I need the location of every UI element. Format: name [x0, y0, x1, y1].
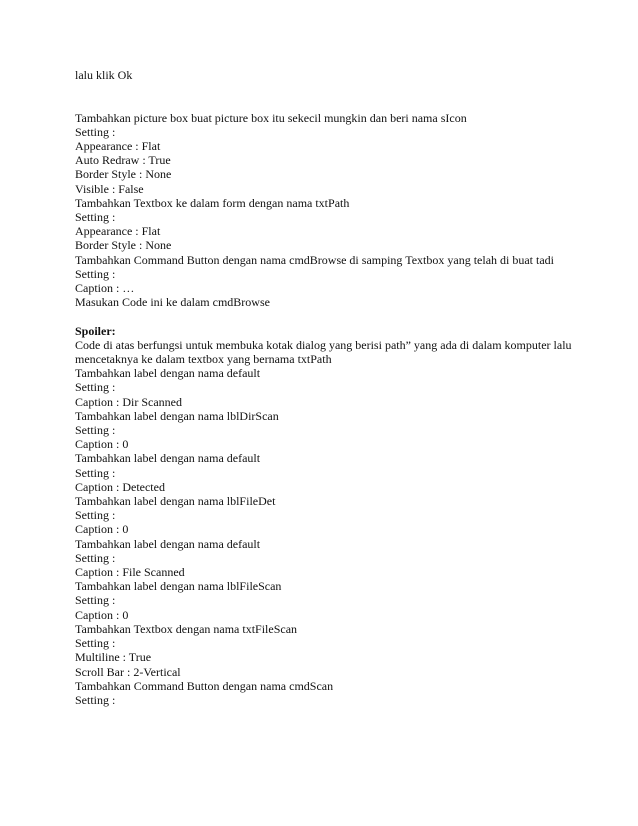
document-body	[75, 68, 575, 707]
text-line: Multiline : True	[75, 650, 152, 665]
text-line: Caption : …	[75, 281, 135, 296]
text-line: Setting :	[75, 380, 116, 395]
text-line: Tambahkan Command Button dengan nama cmdScan	[75, 678, 334, 693]
text-line: Tambahkan label dengan nama lblFileScan	[75, 579, 282, 594]
text-line: Appearance : Flat	[75, 139, 161, 153]
text-line: Tambahkan label dengan nama default	[75, 366, 261, 381]
text-line: Tambahkan Textbox dengan nama txtFileScan	[75, 621, 298, 636]
spoiler-heading: Spoiler:	[75, 323, 116, 338]
paragraph-gap	[75, 309, 575, 323]
text-line: Setting :	[75, 593, 116, 608]
text-line: Tambahkan label dengan nama lblFileDet	[75, 494, 276, 509]
text-line: Caption : 0	[75, 522, 129, 537]
text-line: Code di atas berfungsi untuk membuka kotak dialog yang berisi path” yang ada di dalam komputer lalu mencetaknya ke dalam textbox yang bernama txtPath	[75, 337, 572, 367]
text-line: Tambahkan label dengan nama default	[75, 451, 261, 466]
text-line: Caption : Detected	[75, 479, 165, 494]
text-line: Visible : False	[75, 181, 144, 196]
text-line: lalu klik Ok	[75, 68, 133, 82]
text-line: Setting :	[75, 423, 116, 438]
text-line: Caption : Dir Scanned	[75, 394, 182, 409]
paragraph-gap	[75, 82, 575, 110]
text-line: Border Style : None	[75, 238, 172, 253]
text-line: Setting :	[75, 508, 116, 523]
text-line: Masukan Code ini ke dalam cmdBrowse	[75, 295, 270, 310]
text-line: Border Style : None	[75, 167, 172, 182]
text-line: Tambahkan Textbox ke dalam form dengan nama txtPath	[75, 195, 350, 210]
text-line: Scroll Bar : 2-Vertical	[75, 664, 181, 679]
text-line: Tambahkan label dengan nama lblDirScan	[75, 408, 279, 423]
text-line: Setting :	[75, 210, 116, 225]
text-line: Tambahkan label dengan nama default	[75, 536, 261, 551]
text-line: Caption : 0	[75, 607, 129, 622]
text-line: Setting :	[75, 692, 116, 707]
text-line: Caption : 0	[75, 437, 129, 452]
text-line: Setting :	[75, 124, 116, 139]
text-line: Caption : File Scanned	[75, 565, 185, 580]
text-line: Tambahkan picture box buat picture box itu sekecil mungkin dan beri nama sIcon	[75, 110, 467, 125]
text-line: Setting :	[75, 266, 116, 281]
text-line: Appearance : Flat	[75, 224, 161, 239]
text-line: Setting :	[75, 550, 116, 565]
text-line: Auto Redraw : True	[75, 153, 171, 168]
text-line: Tambahkan Command Button dengan nama cmdBrowse di samping Textbox yang telah di buat tadi	[75, 252, 555, 267]
text-line: Setting :	[75, 465, 116, 480]
text-line: Setting :	[75, 636, 116, 651]
